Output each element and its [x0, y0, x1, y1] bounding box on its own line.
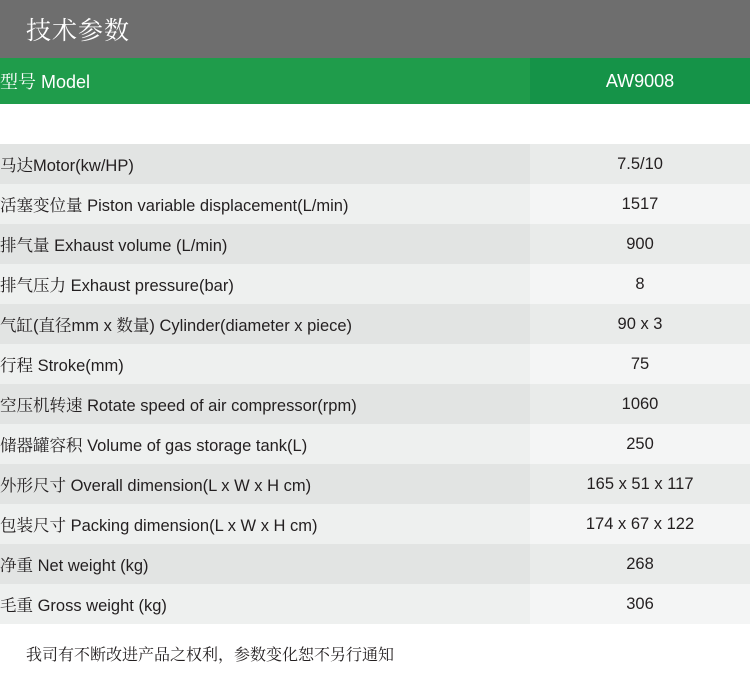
table-header-model-label: 型号 Model	[0, 58, 530, 104]
row-value: 7.5/10	[530, 144, 750, 184]
table-row	[0, 144, 750, 184]
table-spacer-cell	[0, 104, 750, 144]
page-title: 技术参数	[26, 17, 131, 45]
row-value: 174 x 67 x 122	[530, 504, 750, 544]
row-label: 毛重 Gross weight (kg)	[0, 584, 530, 624]
table-row	[0, 304, 750, 344]
specifications-table	[0, 58, 750, 624]
table-row	[0, 544, 750, 584]
table-header-row	[0, 58, 750, 104]
table-header-model-value: AW9008	[530, 58, 750, 104]
row-value: 1060	[530, 384, 750, 424]
row-label: 行程 Stroke(mm)	[0, 344, 530, 384]
row-value: 75	[530, 344, 750, 384]
row-label: 外形尺寸 Overall dimension(L x W x H cm)	[0, 464, 530, 504]
footnote-text: 我司有不断改进产品之权利，参数变化恕不另行通知	[26, 647, 395, 664]
row-label: 包装尺寸 Packing dimension(L x W x H cm)	[0, 504, 530, 544]
table-spacer	[0, 104, 750, 144]
table-row	[0, 424, 750, 464]
row-label: 净重 Net weight (kg)	[0, 544, 530, 584]
row-value: 165 x 51 x 117	[530, 464, 750, 504]
row-value: 90 x 3	[530, 304, 750, 344]
row-label: 活塞变位量 Piston variable displacement(L/min)	[0, 184, 530, 224]
table-row	[0, 504, 750, 544]
page-title-bar	[0, 0, 750, 58]
table-row	[0, 384, 750, 424]
row-value: 306	[530, 584, 750, 624]
table-row	[0, 464, 750, 504]
row-value: 1517	[530, 184, 750, 224]
row-label: 排气量 Exhaust volume (L/min)	[0, 224, 530, 264]
row-value: 900	[530, 224, 750, 264]
table-row	[0, 584, 750, 624]
row-value: 268	[530, 544, 750, 584]
table-row	[0, 344, 750, 384]
table-row	[0, 264, 750, 304]
row-label: 储器罐容积 Volume of gas storage tank(L)	[0, 424, 530, 464]
row-label: 空压机转速 Rotate speed of air compressor(rpm)	[0, 384, 530, 424]
table-row	[0, 184, 750, 224]
table-row	[0, 224, 750, 264]
row-label: 排气压力 Exhaust pressure(bar)	[0, 264, 530, 304]
row-label: 马达Motor(kw/HP)	[0, 144, 530, 184]
row-value: 250	[530, 424, 750, 464]
row-label: 气缸(直径mm x 数量) Cylinder(diameter x piece)	[0, 304, 530, 344]
row-value: 8	[530, 264, 750, 304]
